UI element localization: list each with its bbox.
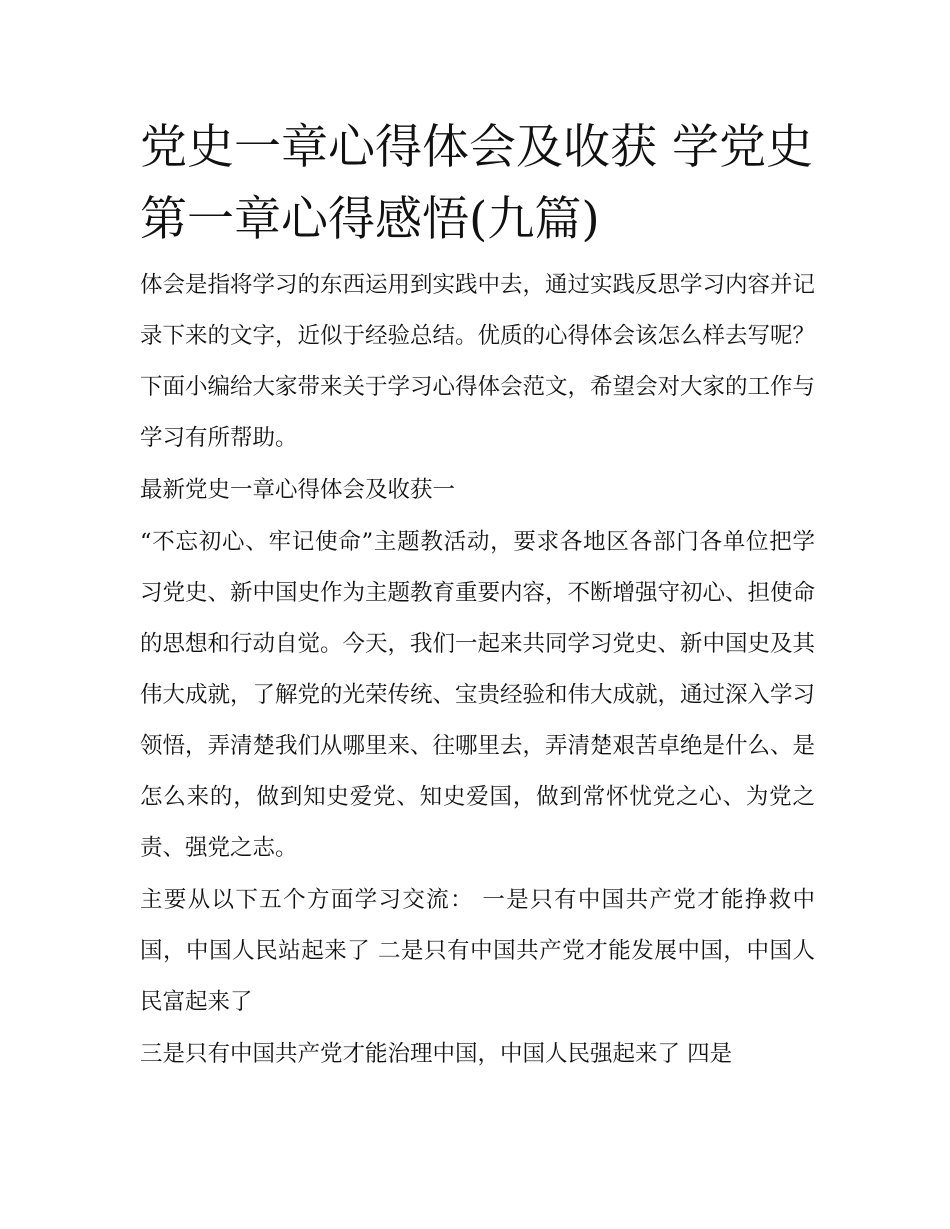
- document-title: 党史一章心得体会及收获 学党史第一章心得感悟(九篇): [140, 120, 813, 247]
- section-heading: 最新党史一章心得体会及收获一: [140, 477, 456, 503]
- body-paragraph-3: 三是只有中国共产党才能治理中国，中国人民强起来了 四是: [140, 1041, 733, 1067]
- body-paragraph-1: “不忘初心、牢记使命”主题教活动，要求各地区各部门各单位把学习党史、新中国史作为主题教育重要内容，不断增强守初心、担使命的思想和行动自觉。今天，我们一起来共同学习党史、新中国史及其伟大成就，了解党的光荣传统、宝贵经验和伟大成就，通过深入学习领悟，弄清楚我们从哪里来、往哪里去，弄清楚艰苦卓绝是什么、是怎么来的，做到知史爱党、知史爱国，做到常怀忧党之心、为党之责、强党之志。: [140, 529, 816, 861]
- body-paragraph-2: 主要从以下五个方面学习交流： 一是只有中国共产党才能挣救中国，中国人民站起来了 二是只有中国共产党才能发展中国，中国人民富起来了: [140, 887, 815, 1015]
- intro-paragraph: 体会是指将学习的东西运用到实践中去，通过实践反思学习内容并记录下来的文字，近似于经验总结。优质的心得体会该怎么样去写呢？下面小编给大家带来关于学习心得体会范文，希望会对大家的工作与学习有所帮助。: [140, 272, 816, 451]
- document-content: [140, 112, 815, 1080]
